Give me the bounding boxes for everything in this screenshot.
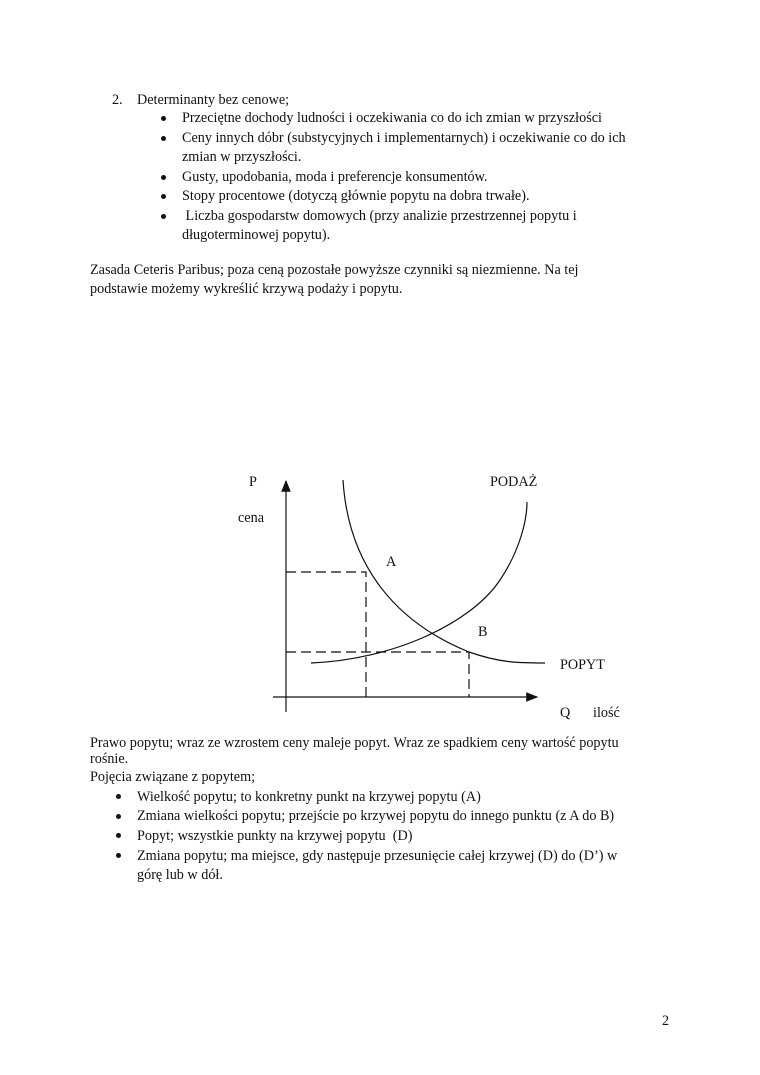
list-number: 2. bbox=[112, 92, 123, 108]
bullet-icon bbox=[116, 833, 121, 838]
supply-curve bbox=[311, 502, 527, 663]
paragraph-line: rośnie. bbox=[90, 751, 129, 767]
quantity-axis-label: ilość bbox=[593, 705, 620, 721]
point-a-label: A bbox=[386, 554, 397, 570]
p-axis-label: P bbox=[249, 474, 257, 490]
list-item-cont: górę lub w dół. bbox=[137, 867, 223, 883]
concepts-title: Pojęcia związane z popytem; bbox=[90, 769, 256, 785]
dashed-guide-a bbox=[286, 572, 366, 697]
demand-label: POPYT bbox=[560, 657, 605, 673]
list-item: Przeciętne dochody ludności i oczekiwania co do ich zmian w przyszłości bbox=[182, 110, 602, 126]
bullet-icon bbox=[116, 814, 121, 819]
bullet-icon bbox=[116, 853, 121, 858]
list-item: Gusty, upodobania, moda i preferencje konsumentów. bbox=[182, 169, 488, 185]
paragraph-line: Zasada Ceteris Paribus; poza ceną pozostałe powyższe czynniki są niezmienne. Na tej bbox=[90, 262, 579, 278]
list-item-cont: zmian w przyszłości. bbox=[182, 149, 302, 165]
supply-label: PODAŻ bbox=[490, 474, 538, 490]
dashed-guide-b bbox=[286, 652, 469, 697]
point-b-label: B bbox=[478, 624, 488, 640]
demand-curve bbox=[343, 480, 545, 663]
list-item: Stopy procentowe (dotyczą głównie popytu na dobra trwałe). bbox=[182, 188, 530, 204]
list-item: Liczba gospodarstw domowych (przy analizie przestrzennej popytu i bbox=[182, 208, 577, 224]
page-number: 2 bbox=[662, 1013, 670, 1029]
q-axis-label: Q bbox=[560, 705, 571, 721]
price-axis-label: cena bbox=[238, 510, 264, 526]
list-item: Popyt; wszystkie punkty na krzywej popytu (D) bbox=[137, 828, 413, 844]
list-item: Zmiana popytu; ma miejsce, gdy następuje przesunięcie całej krzywej (D) do (D’) w bbox=[137, 848, 618, 864]
paragraph-line: Prawo popytu; wraz ze wzrostem ceny maleje popyt. Wraz ze spadkiem ceny wartość popytu bbox=[90, 735, 619, 751]
list-item: Wielkość popytu; to konkretny punkt na krzywej popytu (A) bbox=[137, 789, 481, 805]
list-item: Zmiana wielkości popytu; przejście po krzywej popytu do innego punktu (z A do B) bbox=[137, 808, 615, 824]
section-title: Determinanty bez cenowe; bbox=[137, 92, 290, 108]
list-item-cont: długoterminowej popytu). bbox=[182, 227, 331, 243]
bullet-icon bbox=[116, 794, 121, 799]
paragraph-line: podstawie możemy wykreślić krzywą podaży i popytu. bbox=[90, 281, 403, 297]
list-item: Ceny innych dóbr (substycyjnych i implementarnych) i oczekiwanie co do ich bbox=[182, 130, 626, 146]
